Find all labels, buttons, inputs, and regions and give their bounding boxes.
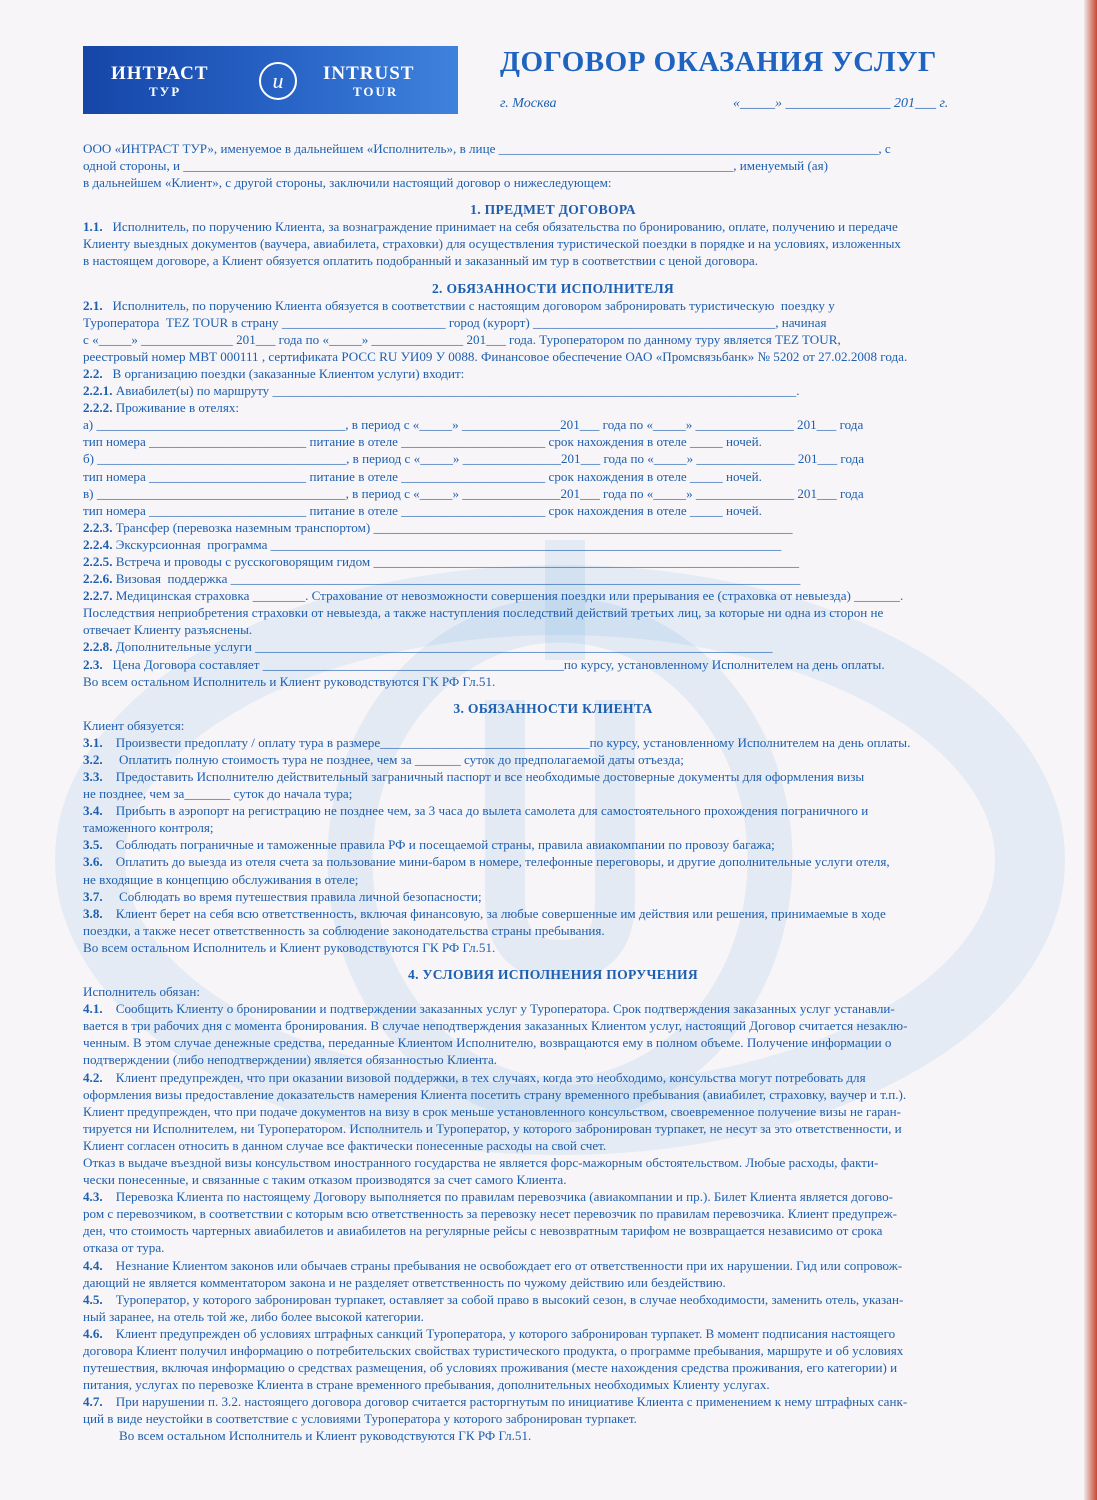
clause-line: [83, 1069, 1023, 1086]
clause-line: [83, 348, 1023, 365]
clause-text: Отказ в выдаче въездной визы консульством иностранного государства не является форс-мажорным обстоятельством. Любые расходы, факти-: [83, 1154, 879, 1170]
clause-line: [83, 604, 1023, 621]
clause-text: Соблюдать во время путешествия правила личной безопасности;: [102, 888, 482, 904]
clause-line: [83, 1171, 1023, 1188]
intro-line: одной стороны, и ____________________________________________________________________________________, именуемый (ая): [83, 158, 829, 174]
clause-line: [83, 314, 1023, 331]
clause-text: Встреча и проводы с русскоговорящим гидом _________________________________________________________________: [112, 553, 800, 569]
clause-text: Произвести предоплату / оплату тура в размере________________________________по курсу, установленному Исполнителем на день оплаты.: [102, 734, 911, 750]
clause-text: Трансфер (перевозка наземным транспортом) ________________________________________________________________: [112, 519, 793, 535]
clause-line: [83, 1325, 1023, 1342]
clause-number: 1.1.: [83, 219, 103, 235]
clause-line: [83, 1205, 1023, 1222]
clause-text: Прибыть в аэропорт на регистрацию не позднее чем, за 3 часа до вылета самолета для самостоятельного прохождения пограничного и: [102, 803, 869, 819]
clause-number: 2.2.6.: [83, 571, 113, 587]
clause-number: 3.3.: [83, 769, 103, 784]
document-title: ДОГОВОР ОКАЗАНИЯ УСЛУГ: [500, 46, 937, 78]
section-1-body: [83, 218, 1023, 269]
clause-text: питания, услугах по перевозке Клиента в стране временного пребывания, дополнительных необходимых Клиенту услугах.: [83, 1377, 770, 1393]
clause-text: договора Клиент получил информацию о потребительских свойствах туристического продукта, о программе пребывания, маршруте и об условиях: [83, 1343, 904, 1358]
clause-line: [83, 485, 1023, 502]
clause-line: [83, 1120, 1023, 1137]
clause-line: [83, 819, 1023, 836]
clause-text: ром с перевозчиком, в соответствии с которым всю ответственность за перевозку несет перевозчик по правилам перевозчика. Клиент предупреж-: [83, 1206, 898, 1222]
clause-line: [83, 1427, 1023, 1444]
clause-line: [83, 468, 1023, 485]
contract-body: [83, 140, 1023, 1445]
clause-text: поездки, а также несет ответственность за соблюдение законодательства страны пребывания.: [83, 922, 605, 938]
clause-line: [83, 587, 1023, 604]
clause-text: чески понесенные, и связанные с таким отказом производятся за счет самого Клиента.: [83, 1172, 567, 1188]
intro-line: в дальнейшем «Клиент», с другой стороны, заключили настоящий договор о нижеследующем:: [83, 175, 612, 191]
clause-line: [83, 1342, 1023, 1359]
clause-line: [83, 673, 1023, 690]
page-edge: [1084, 0, 1097, 1500]
clause-line: [83, 1086, 1023, 1103]
clause-line: [83, 1034, 1023, 1051]
clause-text: Перевозка Клиента по настоящему Договору выполняется по правилам перевозчика (авиакомпании и пр.). Билет Клиента является догово-: [102, 1189, 893, 1205]
clause-line: [83, 536, 1023, 553]
clause-text: отвечает Клиенту разъяснены.: [83, 622, 253, 638]
document-city: г. Москва: [500, 96, 557, 111]
clause-text: Медицинская страховка ________. Страхование от невозможности совершения поездки или прерывания ее (страховка от невыезда) _______.: [112, 588, 904, 604]
section-4-heading: 4. УСЛОВИЯ ИСПОЛНЕНИЯ ПОРУЧЕНИЯ: [408, 967, 698, 983]
logo-text-en: INTRUST: [323, 63, 415, 84]
clause-number: 2.2.: [83, 365, 103, 381]
clause-text: Оплатить полную стоимость тура не позднее, чем за _______ суток до предполагаемой даты отъезда;: [102, 751, 684, 767]
intro-block: [83, 140, 1023, 191]
clause-text: Дополнительные услуги _______________________________________________________________________________: [112, 639, 773, 655]
section-3-heading: 3. ОБЯЗАННОСТИ КЛИЕНТА: [453, 700, 653, 716]
clause-number: 3.2.: [83, 751, 103, 767]
clause-line: [83, 1291, 1023, 1308]
clause-line: [83, 1188, 1023, 1205]
clause-line: [83, 717, 1023, 734]
clause-line: [83, 450, 1023, 467]
clause-line: [83, 853, 1023, 870]
clause-text: Во всем остальном Исполнитель и Клиент руководствуются ГК РФ Гл.51.: [83, 673, 496, 689]
clause-line: [83, 365, 1023, 382]
clause-text: Во всем остальном Исполнитель и Клиент руководствуются ГК РФ Гл.51.: [83, 939, 496, 955]
clause-line: [83, 331, 1023, 348]
clause-line: [83, 1393, 1023, 1410]
clause-text: тип номера ________________________ питание в отеле ______________________ срок нахождения в отеле _____ ночей.: [83, 502, 762, 518]
clause-line: [83, 734, 1023, 751]
clause-text: ченным. В этом случае денежные средства, переданные Клиентом Исполнителю, возвращаются ему в полном объеме. Получение информации о: [83, 1035, 892, 1051]
clause-line: [83, 922, 1023, 939]
clause-line: [83, 218, 1023, 235]
clause-line: [83, 433, 1023, 450]
clause-line: [83, 502, 1023, 519]
clause-line: [83, 1239, 1023, 1256]
clause-number: 3.5.: [83, 837, 103, 853]
clause-line: [83, 1274, 1023, 1291]
clause-text: В организацию поездки (заказанные Клиентом услуги) входит:: [102, 365, 465, 381]
clause-text: в настоящем договоре, а Клиент обязуется оплатить подобранный и заказанный им тур в соответствии с ценой договора.: [83, 253, 758, 269]
clause-line: [83, 836, 1023, 853]
clause-text: Клиент предупрежден об условиях штрафных санкций Туроператора, у которого забронирован турпакет. В момент подписания настоящего: [102, 1325, 896, 1341]
clause-line: [83, 235, 1023, 252]
clause-text: Визовая поддержка _______________________________________________________________________________________: [112, 571, 801, 587]
clause-line: [83, 638, 1023, 655]
clause-number: 4.2.: [83, 1069, 103, 1085]
clause-text: таможенного контроля;: [83, 820, 214, 836]
section-1-heading: 1. ПРЕДМЕТ ДОГОВОРА: [470, 202, 636, 218]
clause-text: не позднее, чем за_______ суток до начала тура;: [83, 786, 353, 802]
clause-number: 2.2.3.: [83, 519, 113, 535]
clause-line: [83, 553, 1023, 570]
clause-number: 2.2.1.: [83, 383, 113, 399]
clause-text: Клиент берет на себя всю ответственность, включая финансовую, за любые совершенные им действия или решения, принимаемые в ходе: [102, 905, 886, 921]
clause-text: подтверждении (либо неподтверждении) является обязанностью Клиента.: [83, 1052, 498, 1068]
section-2-body: [83, 297, 1023, 690]
clause-line: [83, 802, 1023, 819]
clause-text: Проживание в отелях:: [112, 400, 240, 416]
clause-text: вается в три рабочих дня с момента бронирования. В случае неподтверждения заказанных Клиентом услуг, настоящий Договор считается незаклю-: [83, 1018, 908, 1034]
clause-line: [83, 751, 1023, 768]
clause-line: [83, 1017, 1023, 1034]
clause-number: 4.1.: [83, 1001, 103, 1017]
clause-line: [83, 1154, 1023, 1171]
clause-text: Туроператор, у которого забронирован турпакет, оставляет за собой право в высокий сезон, в случае необходимости, заменить отель, указан-: [102, 1291, 904, 1307]
clause-line: [83, 983, 1023, 1000]
clause-line: [83, 768, 1023, 785]
clause-line: [83, 1376, 1023, 1393]
clause-number: 4.5.: [83, 1291, 103, 1307]
clause-text: Авиабилет(ы) по маршруту ________________________________________________________________________________.: [112, 383, 800, 399]
clause-text: Цена Договора составляет ______________________________________________по курсу, установленному Исполнителем на день оплаты.: [102, 656, 885, 672]
clause-number: 4.6.: [83, 1325, 103, 1341]
clause-line: [83, 1410, 1023, 1427]
clause-text: Исполнитель обязан:: [83, 984, 201, 1000]
clause-text: отказа от тура.: [83, 1240, 165, 1256]
clause-number: 2.2.4.: [83, 536, 113, 552]
section-2-heading: 2. ОБЯЗАННОСТИ ИСПОЛНИТЕЛЯ: [431, 280, 675, 296]
clause-line: [83, 416, 1023, 433]
clause-number: 2.2.5.: [83, 553, 113, 569]
intro-line: ООО «ИНТРАСТ ТУР», именуемое в дальнейшем «Исполнитель», в лице __________________________________________________________, с: [83, 141, 891, 156]
clause-text: Туроператора TEZ TOUR в страну _________________________ город (курорт) _____________________________________, начиная: [83, 314, 827, 330]
clause-number: 4.4.: [83, 1257, 103, 1273]
clause-number: 3.7.: [83, 888, 103, 904]
clause-line: [83, 1103, 1023, 1120]
clause-text: Незнание Клиентом законов или обычаев страны пребывания не освобождает его от ответственности при их нарушении. Гид или сопровож-: [102, 1257, 903, 1273]
clause-text: ден, что стоимость чартерных авиабилетов и авиабилетов на регулярные рейсы с невозвратным тарифом не возвращается независимо от срока: [83, 1223, 883, 1239]
clause-text: а) ______________________________________, в период с «_____» _______________201___ года по «_____» _______________ 201___ года: [83, 417, 864, 433]
clause-line: [83, 1257, 1023, 1274]
clause-line: [83, 888, 1023, 905]
clause-text: в) ______________________________________, в период с «_____» _______________201___ года по «_____» _______________ 201___ года: [83, 485, 864, 501]
clause-line: [83, 785, 1023, 802]
logo-subtext-en: TOUR: [353, 84, 399, 99]
clause-text: Соблюдать пограничные и таможенные правила РФ и посещаемой страны, правила авиакомпании по провозу багажа;: [102, 837, 775, 853]
clause-line: [83, 871, 1023, 888]
clause-line: [83, 570, 1023, 587]
section-3-body: [83, 717, 1023, 956]
clause-line: [83, 939, 1023, 956]
clause-text: б) ______________________________________, в период с «_____» _______________201___ года по «_____» _______________ 201___ года: [83, 451, 865, 467]
company-logo: [83, 46, 458, 114]
clause-number: 2.2.7.: [83, 588, 113, 604]
clause-line: [83, 519, 1023, 536]
clause-text: тип номера ________________________ питание в отеле ______________________ срок нахождения в отеле _____ ночей.: [83, 434, 762, 450]
clause-number: 2.2.8.: [83, 639, 113, 655]
clause-line: [83, 1137, 1023, 1154]
clause-number: 3.4.: [83, 803, 103, 819]
clause-line: [83, 382, 1023, 399]
clause-line: [83, 1051, 1023, 1068]
clause-text: с «_____» ______________ 201___ года по «_____» ______________ 201___ года. Туроператором по данному туру является TEZ TOUR,: [83, 331, 841, 347]
clause-number: 3.8.: [83, 905, 103, 921]
clause-line: [83, 905, 1023, 922]
clause-text: Клиент согласен относить в данном случае все фактически понесенные расходы на свой счет.: [83, 1137, 607, 1153]
clause-line: [83, 1308, 1023, 1325]
clause-number: 4.7.: [83, 1394, 103, 1410]
clause-line: [83, 621, 1023, 638]
clause-line: [83, 1000, 1023, 1017]
clause-number: 2.3.: [83, 656, 103, 672]
clause-text: Оплатить до выезда из отеля счета за пользование мини-баром в номере, телефонные переговоры, и другие дополнительные услуги отеля,: [102, 854, 890, 870]
clause-number: 3.6.: [83, 854, 103, 870]
clause-text: реестровый номер МВТ 000111 , сертификата РОСС RU УИ09 У 0088. Финансовое обеспечение ОАО «Промсвязьбанк» № 5202 от 27.02.2008 года.: [83, 348, 908, 364]
clause-text: Исполнитель, по поручению Клиента, за вознаграждение принимает на себя обязательства по бронированию, оплате, получению и передаче: [102, 219, 898, 235]
clause-text: Экскурсионная программа ______________________________________________________________________________: [112, 536, 782, 552]
clause-text: ций в виде неустойки в соответствие с условиями Туроператора у которого забронирован турпакет.: [83, 1411, 637, 1427]
clause-text: дающий не является комментатором закона и не разделяет ответственность по чужому действию или бездействию.: [83, 1274, 726, 1290]
clause-text: ный заранее, на отель той же, либо более высокой категории.: [83, 1308, 424, 1324]
clause-line: [83, 1222, 1023, 1239]
clause-text: Клиент предупрежден, что при оказании визовой поддержки, в тех случаях, когда это необходимо, консульства могут потребовать для: [102, 1069, 866, 1085]
logo-subtext-ru: ТУР: [149, 84, 182, 99]
logo-mark-icon: u: [259, 62, 297, 100]
clause-text: не входящие в концепцию обслуживания в отеле;: [83, 871, 359, 887]
clause-number: 3.1.: [83, 734, 103, 750]
clause-line: [83, 297, 1023, 314]
clause-text: Сообщить Клиенту о бронировании и подтверждении заказанных услуг у Туроператора. Срок подтверждения заказанных услуг устанавли-: [102, 1001, 895, 1017]
section-4-body: [83, 983, 1023, 1445]
clause-text: путешествия, включая информацию о средствах размещения, об условиях проживания (месте нахождения средства проживания, его категории) и: [83, 1360, 898, 1376]
clause-text: тируется ни Исполнителем, ни Туроператором. Исполнитель и Туроператор, у которого забронирован турпакет, не несут за это ответственности, и: [83, 1120, 902, 1136]
clause-text: тип номера ________________________ питание в отеле ______________________ срок нахождения в отеле _____ ночей.: [83, 468, 762, 484]
clause-text: При нарушении п. 3.2. настоящего договора договор считается расторгнутым по инициативе Клиента с применением к нему штрафных санк-: [102, 1394, 908, 1410]
clause-text: оформления визы предоставление доказательств намерения Клиента посетить страну временного пребывания (авиабилет, страховку, ваучер и т.п.).: [83, 1086, 907, 1102]
document-date: «_____» _______________ 201___ г.: [733, 96, 949, 111]
clause-text: Последствия неприобретения страховки от невыезда, а также наступления последствий действий третьих лиц, за которые ни одна из сторон не: [83, 605, 884, 621]
clause-text: Клиент предупрежден, что при подаче документов на визу в срок меньше установленного консульством, своевременное получение визы не гаран-: [83, 1103, 901, 1119]
clause-text: Клиент обязуется:: [83, 717, 185, 733]
clause-text: Клиенту выездных документов (ваучера, авиабилета, страховки) для осуществления туристической поездки в порядке и на условиях, изложенных: [83, 236, 901, 252]
clause-number: 2.2.2.: [83, 400, 113, 416]
clause-line: [83, 656, 1023, 673]
logo-text-ru: ИНТРАСТ: [111, 63, 209, 84]
clause-number: 4.3.: [83, 1189, 103, 1205]
clause-line: [83, 1359, 1023, 1376]
clause-text: Исполнитель, по поручению Клиента обязуется в соответствии с настоящим договором забронировать туристическую поездку у: [102, 297, 835, 313]
clause-line: [83, 399, 1023, 416]
clause-line: [83, 252, 1023, 269]
clause-number: 2.1.: [83, 297, 103, 313]
clause-text: Во всем остальном Исполнитель и Клиент руководствуются ГК РФ Гл.51.: [83, 1428, 532, 1444]
clause-text: Предоставить Исполнителю действительный заграничный паспорт и все необходимые достоверные документы для оформления визы: [102, 769, 865, 784]
